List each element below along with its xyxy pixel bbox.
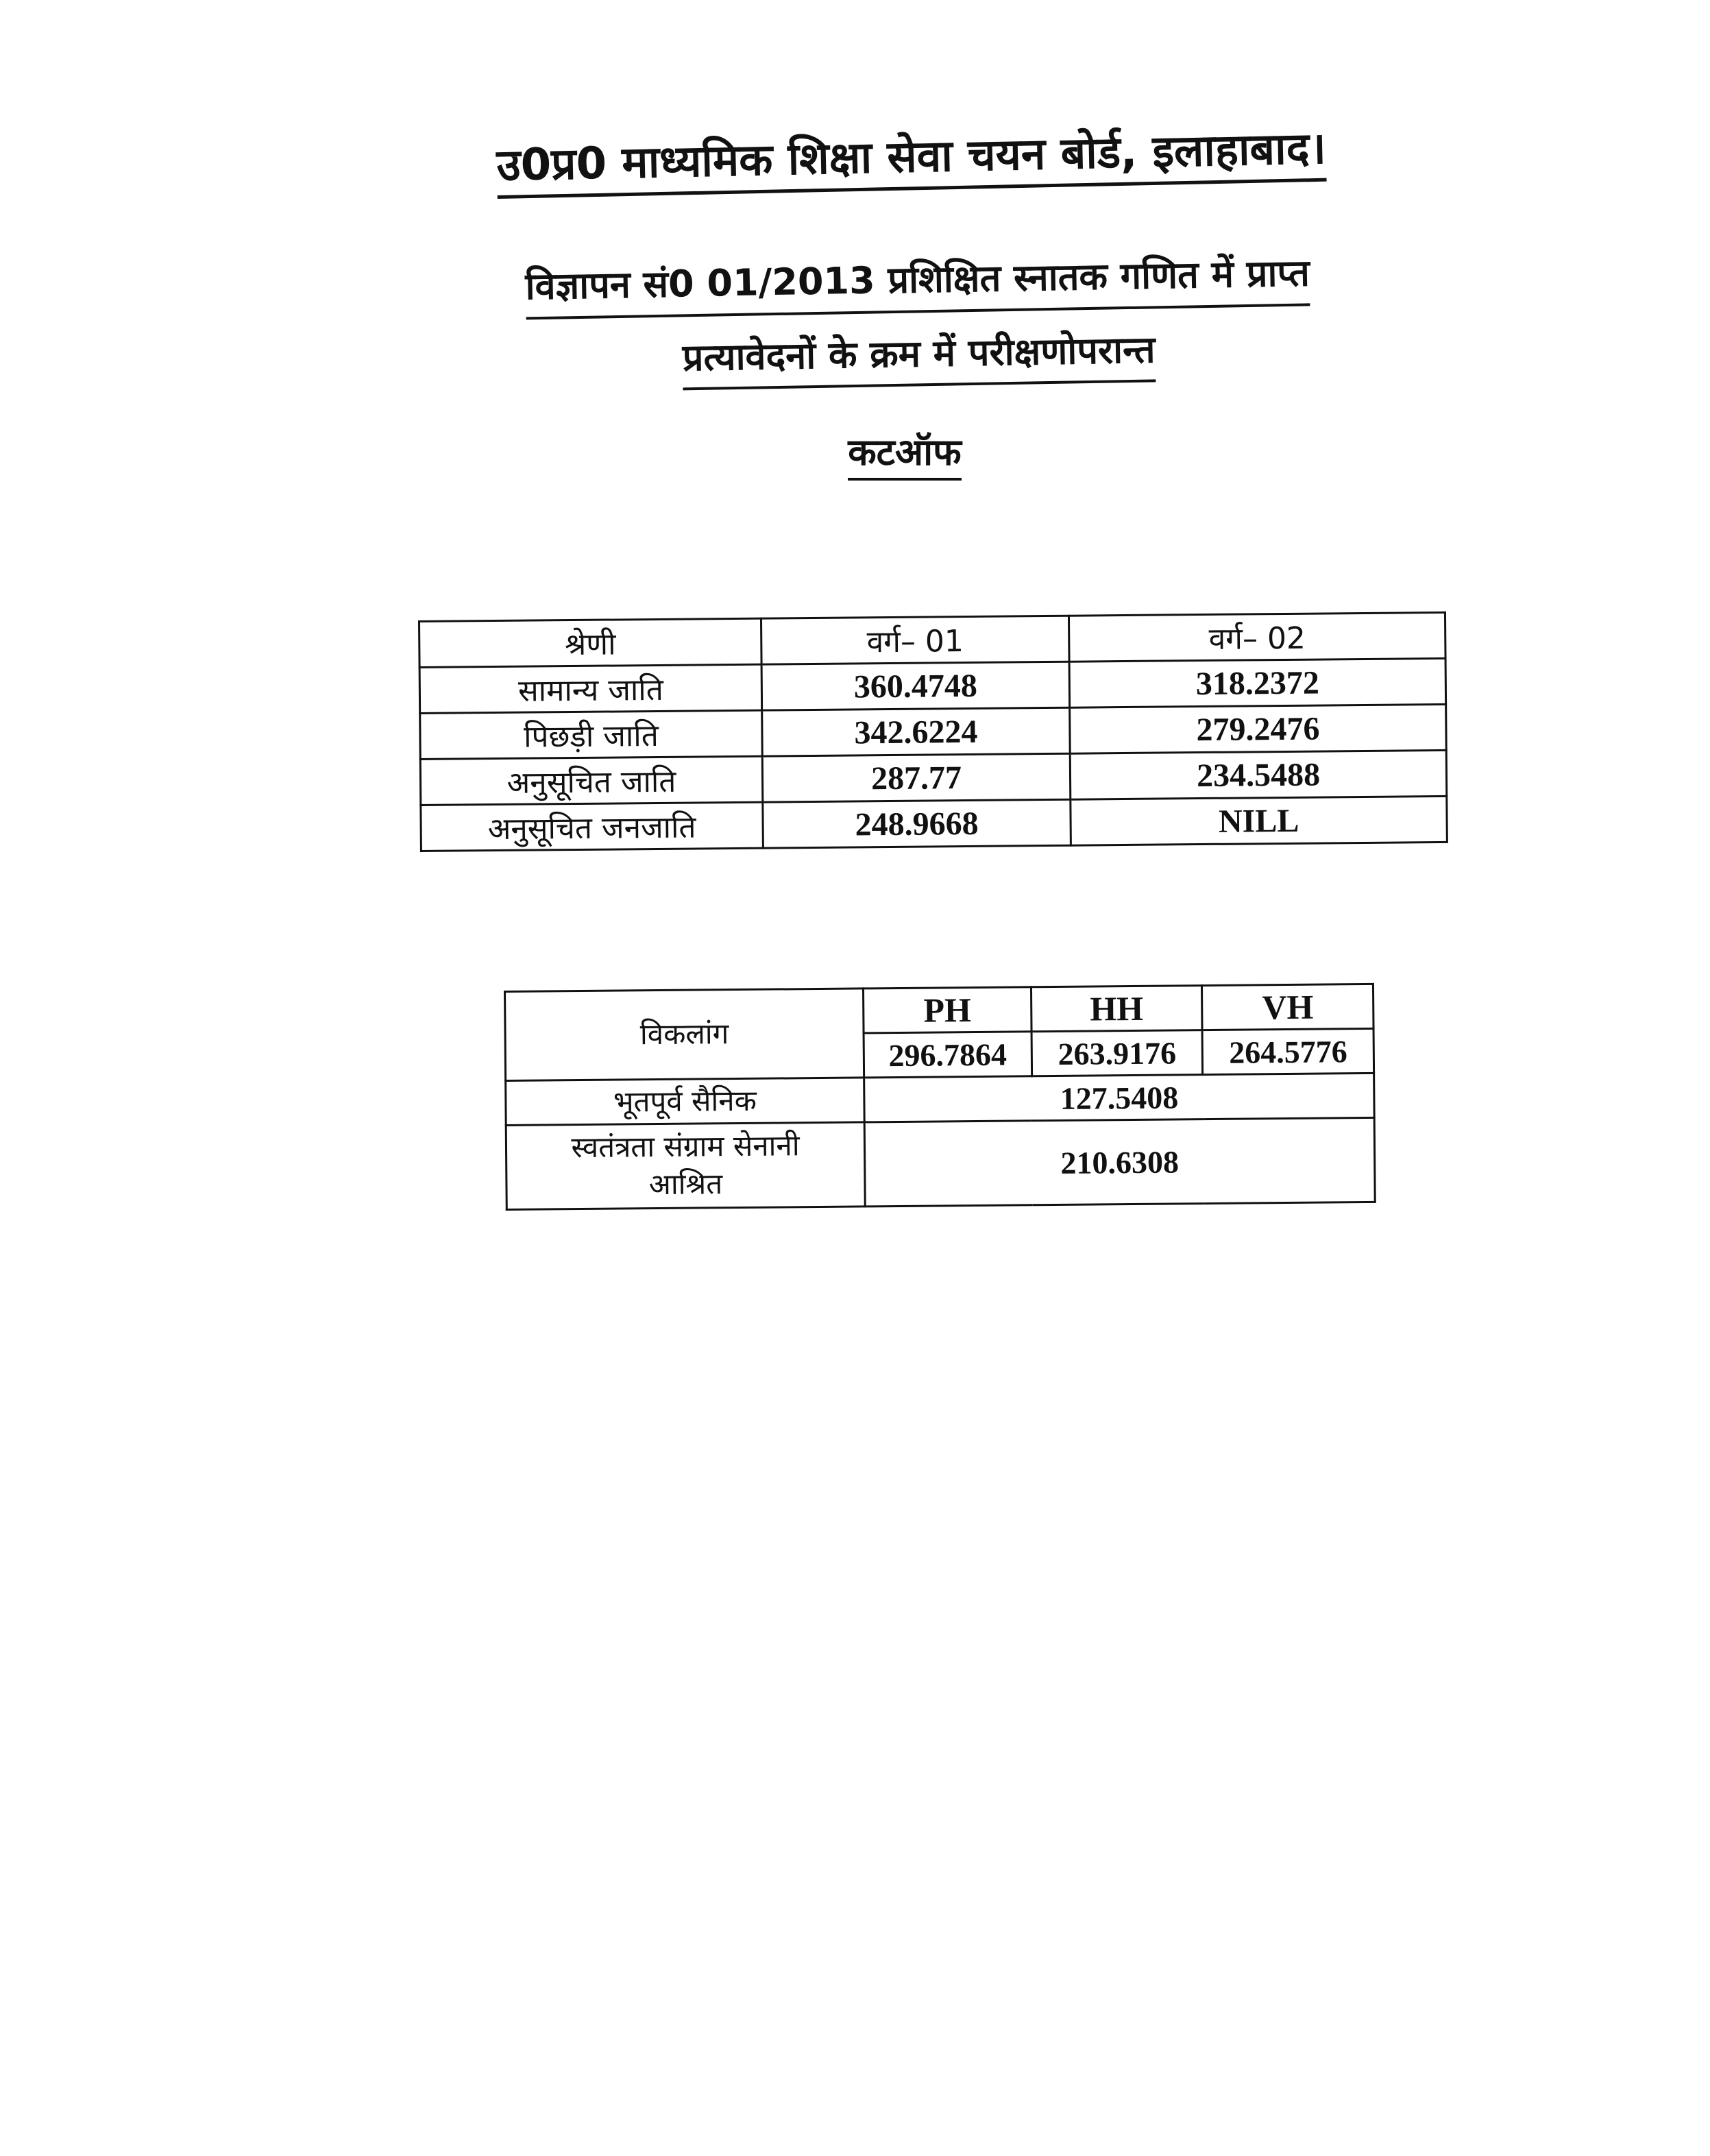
header-vh: VH (1202, 984, 1373, 1030)
vh-value: 264.5776 (1202, 1028, 1373, 1074)
varg1-value: 248.9668 (763, 799, 1071, 848)
varg2-value: NILL (1071, 796, 1447, 845)
cutoff-heading-text: कटऑफ (848, 428, 962, 481)
subtitle-line-2: प्रत्यावेदनों के क्रम में परीक्षणोपरान्त (682, 321, 1156, 391)
table-row (506, 1117, 1375, 1209)
notice-subtitle (382, 242, 1454, 409)
category-name: पिछड़ी जाति (420, 710, 763, 759)
category-cutoff-table (418, 611, 1448, 852)
varg1-value: 360.4748 (761, 662, 1070, 710)
table-row (505, 984, 1374, 1036)
disabled-label: विकलांग (505, 989, 864, 1081)
varg2-value: 279.2476 (1070, 704, 1446, 753)
varg2-value: 234.5488 (1070, 750, 1446, 799)
header-ph: PH (864, 987, 1031, 1033)
header-category: श्रेणी (419, 618, 762, 667)
varg2-value: 318.2372 (1069, 658, 1445, 707)
header-hh: HH (1031, 986, 1202, 1032)
category-name: अनुसूचित जनजाति (421, 802, 764, 851)
special-category-cutoff-table (504, 983, 1376, 1211)
freedom-fighter-label-line-2: आश्रित (648, 1167, 723, 1202)
board-title-text: उ0प्र0 माध्यमिक शिक्षा सेवा चयन बोर्ड, इलाहाबाद। (496, 123, 1327, 199)
header-varg-01: वर्ग– 01 (761, 616, 1069, 664)
table-row (421, 796, 1448, 851)
subtitle-line-1: विज्ञापन सं0 01/2013 प्रशिक्षित स्नातक गणित में प्राप्त (525, 244, 1310, 319)
freedom-fighter-label (506, 1122, 865, 1210)
header-varg-02: वर्ग– 02 (1069, 612, 1445, 662)
cutoff-heading (781, 428, 1028, 481)
ex-serviceman-value: 127.5408 (864, 1073, 1374, 1122)
table-row (506, 1073, 1375, 1125)
freedom-fighter-label-line-1: स्वतंत्रता संग्राम सेनानी (571, 1128, 800, 1165)
category-name: सामान्य जाति (419, 664, 762, 713)
hh-value: 263.9176 (1031, 1030, 1203, 1076)
freedom-fighter-value: 210.6308 (864, 1117, 1375, 1206)
varg1-value: 342.6224 (762, 707, 1071, 756)
ph-value: 296.7864 (864, 1032, 1031, 1078)
board-title (301, 119, 1522, 203)
ex-serviceman-label: भूतपूर्व सैनिक (506, 1078, 865, 1126)
category-name: अनुसूचित जाति (420, 756, 763, 805)
varg1-value: 287.77 (762, 753, 1071, 802)
